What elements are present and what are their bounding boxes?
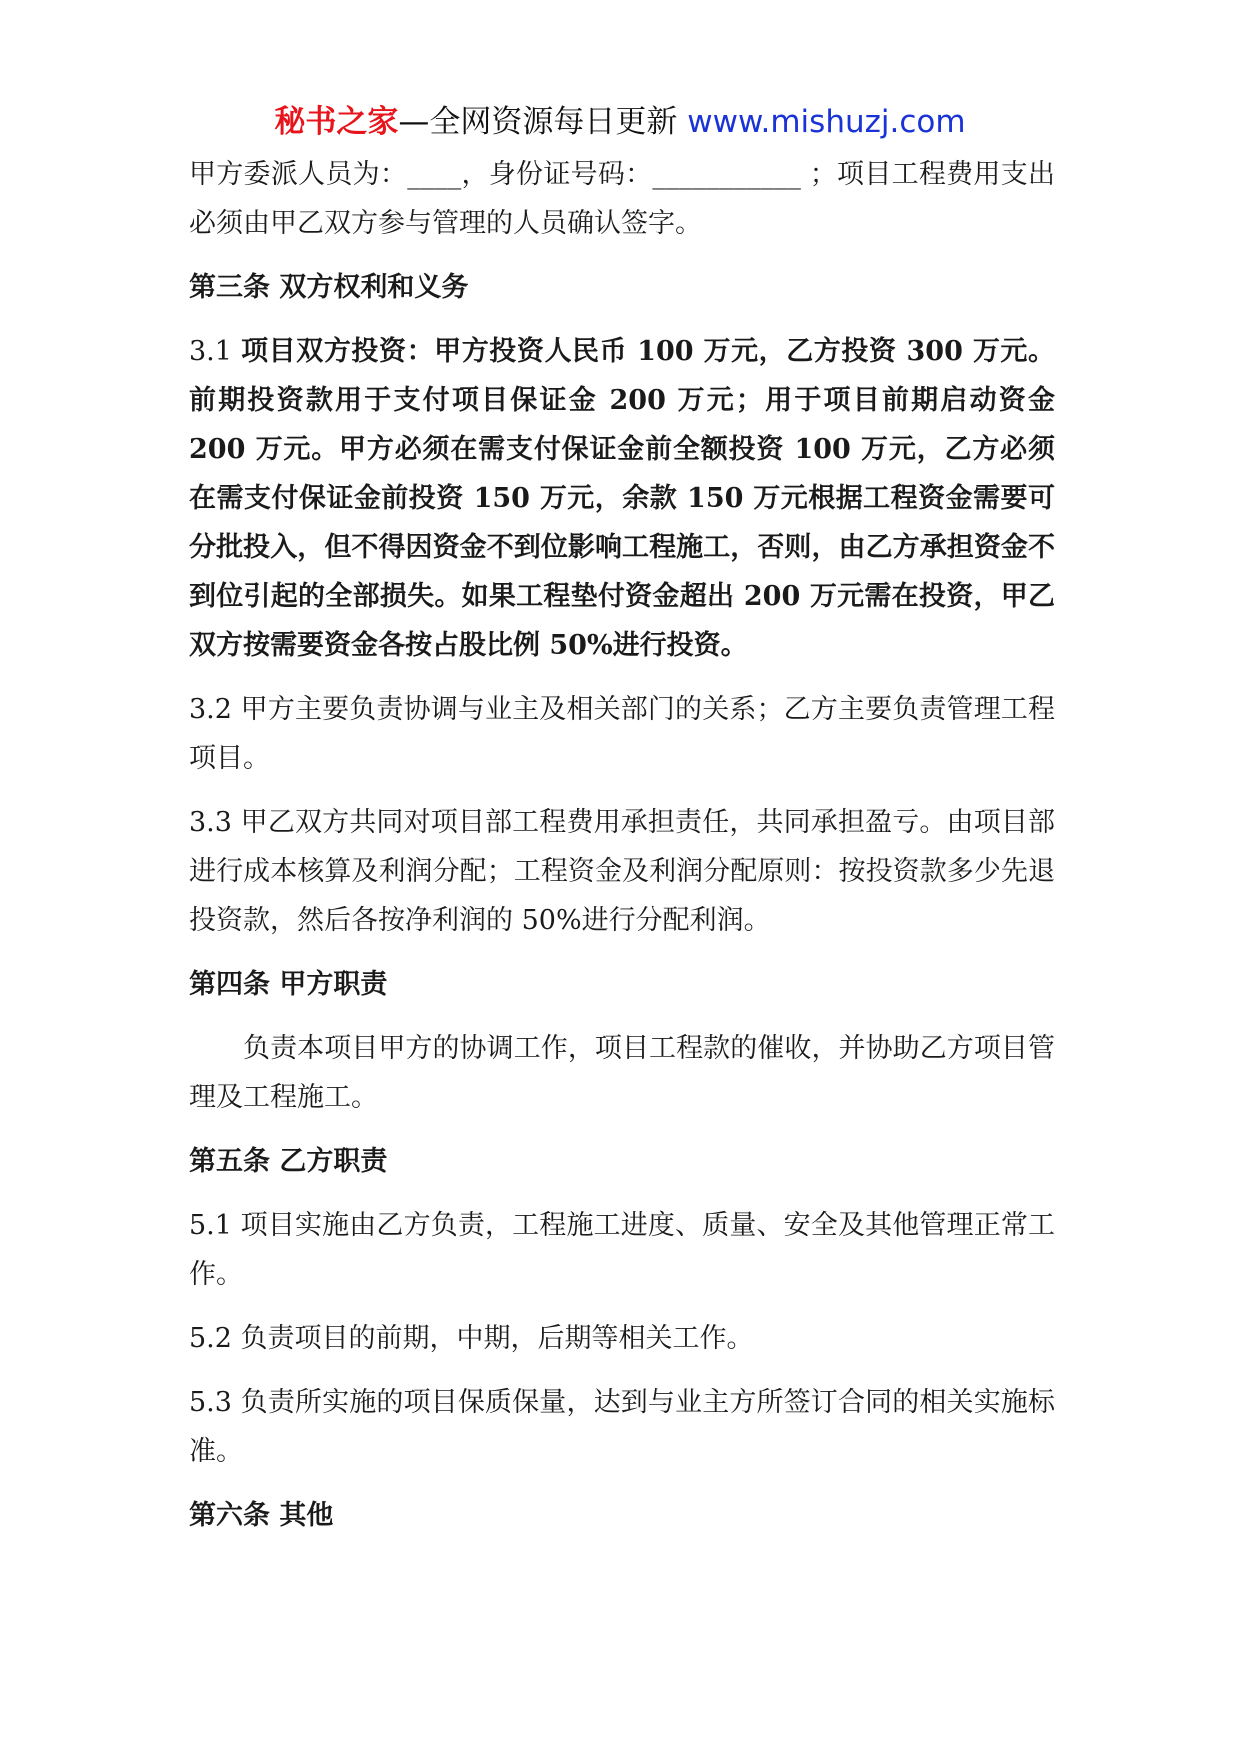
- heading-article-4: 第四条 甲方职责: [189, 969, 388, 1000]
- banner-brand: 秘书之家: [274, 104, 399, 140]
- heading-article-3: 第三条 双方权利和义务: [189, 272, 469, 303]
- paragraph-4: 负责本项目甲方的协调工作，项目工程款的催收，并协助乙方项目管理及工程施工。: [189, 1033, 1055, 1113]
- heading-article-6: 第六条 其他: [189, 1500, 334, 1531]
- banner-url-link[interactable]: www.mishuzj.com: [687, 104, 966, 140]
- site-banner: [0, 100, 1240, 144]
- document-body: [189, 150, 1055, 1555]
- paragraph-5-1: 5.1 项目实施由乙方负责，工程施工进度、质量、安全及其他管理正常工作。: [189, 1210, 1055, 1290]
- heading-article-5: 第五条 乙方职责: [189, 1146, 388, 1177]
- paragraph-3-1-number: 3.1: [189, 336, 242, 367]
- paragraph-5-2: 5.2 负责项目的前期，中期，后期等相关工作。: [189, 1323, 754, 1354]
- paragraph-3-1: [189, 327, 1055, 670]
- paragraph-3-2: 3.2 甲方主要负责协调与业主及相关部门的关系；乙方主要负责管理工程项目。: [189, 694, 1055, 774]
- paragraph-5-3: 5.3 负责所实施的项目保质保量，达到与业主方所签订合同的相关实施标准。: [189, 1387, 1055, 1467]
- paragraph-delegate-info: 甲方委派人员为：____，身份证号码：___________ ；项目工程费用支出必须由甲乙双方参与管理的人员确认签字。: [189, 159, 1055, 239]
- paragraph-3-3: 3.3 甲乙双方共同对项目部工程费用承担责任，共同承担盈亏。由项目部进行成本核算及利润分配；工程资金及利润分配原则：按投资款多少先退投资款，然后各按净利润的 50%进行分配利润。: [189, 807, 1055, 936]
- banner-slogan: —全网资源每日更新: [398, 104, 678, 140]
- paragraph-3-1-body: 项目双方投资：甲方投资人民币 100 万元，乙方投资 300 万元。前期投资款用于支付项目保证金 200 万元；用于项目前期启动资金 200 万元。甲方必须在需支付保证金前全额投资 100 万元，乙方必须在需支付保证金前投资 150 万元，余款 150 万元根据工程资金需要可分批投入，但不得因资金不到位影响工程施工，否则，由乙方承担资金不到位引起的全部损失。如果工程垫付资金超出 200 万元需在投资，甲乙双方按需要资金各按占股比例 50%进行投资。: [189, 336, 1055, 661]
